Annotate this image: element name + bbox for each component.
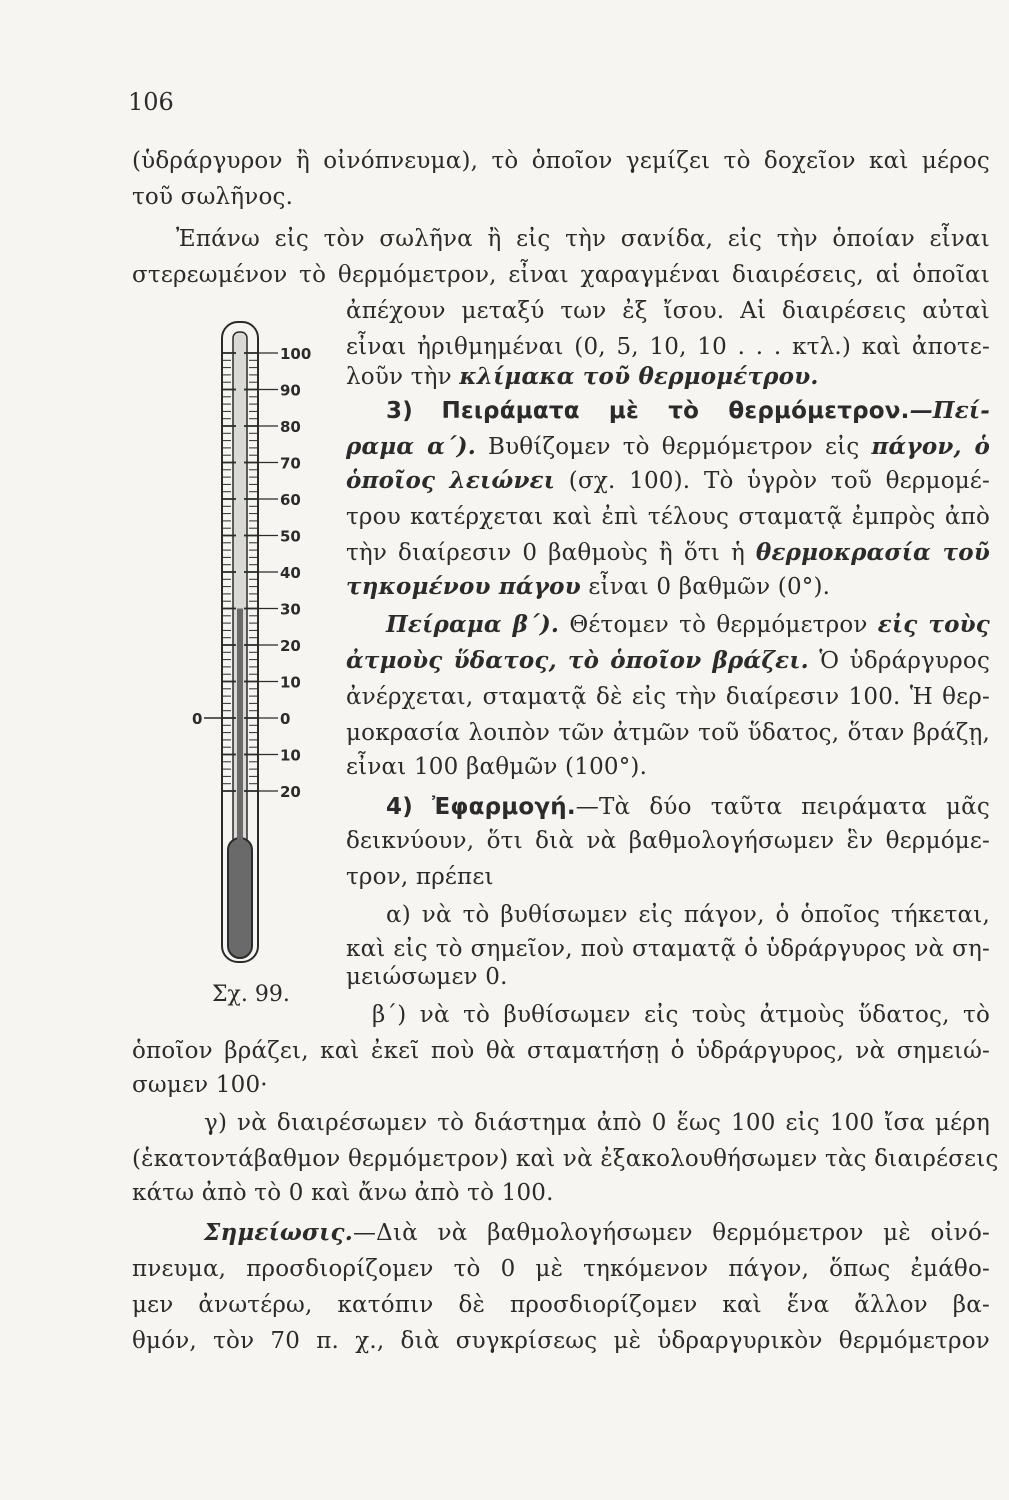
text-line: [346, 466, 990, 496]
text-line: θμόν, τὸν 70 π. χ., διὰ συγκρίσεως μὲ ὑδραργυρικὸν θερμόμετρον: [132, 1328, 990, 1354]
emphasis-text: —Πεί-: [909, 397, 990, 424]
emphasis-text: πάγον, ὁ: [871, 433, 991, 460]
scale-label: 0: [280, 710, 291, 728]
text-line: α) νὰ τὸ βυθίσωμεν εἰς πάγον, ὁ ὁποῖος τήκεται,: [386, 902, 990, 928]
scale-label: 60: [280, 491, 301, 509]
thermometer-illustration: [192, 318, 322, 998]
text-run: Ὁ ὑδράργυρος: [819, 648, 991, 674]
scale-label: 40: [280, 564, 301, 582]
text-line: μοκρασία λοιπὸν τῶν ἀτμῶν τοῦ ὕδατος, ὅταν βράζῃ,: [346, 720, 990, 746]
emphasis-text: ραμα α΄).: [346, 433, 476, 460]
text-line: [386, 610, 990, 640]
text-run: Βυθίζομεν τὸ θερμόμετρον εἰς: [488, 434, 860, 460]
text-line: [346, 432, 990, 462]
section-number: 4): [386, 794, 413, 820]
scale-label: 70: [280, 454, 301, 473]
text-line: [204, 1218, 990, 1248]
scale-label: 100: [280, 345, 312, 363]
text-line: β΄) νὰ τὸ βυθίσωμεν εἰς τοὺς ἀτμοὺς ὕδατος, τὸ: [372, 1002, 990, 1028]
text-line: [346, 538, 990, 568]
emphasis-text: τηκομένου πάγου: [346, 573, 581, 600]
scale-label: 10: [280, 746, 301, 765]
text-run: εἶναι 0 βαθμῶν (0°).: [588, 574, 831, 600]
text-line: τοῦ σωλῆνος.: [132, 184, 294, 210]
scale-label: 50: [280, 527, 301, 546]
mercury-column: [237, 609, 243, 859]
emphasis-text: κλίμακα τοῦ θερμομέτρου.: [459, 363, 819, 390]
text-line: [346, 646, 990, 676]
text-line: δεικνύουν, ὅτι διὰ νὰ βαθμολογήσωμεν ἓν θερμόμε-: [346, 828, 990, 854]
scale-label: 80: [280, 418, 301, 436]
emphasis-text: εἰς τοὺς: [877, 611, 990, 638]
emphasis-text: Σημείωσις.: [204, 1219, 353, 1246]
text-line: γ) νὰ διαιρέσωμεν τὸ διάστημα ἀπὸ 0 ἕως 100 εἰς 100 ἴσα μέρη: [204, 1110, 990, 1136]
text-line: μεν ἀνωτέρω, κατόπιν δὲ προσδιορίζομεν καὶ ἕνα ἄλλον βα-: [132, 1292, 990, 1318]
text-run: λοῦν τὴν: [346, 364, 452, 390]
page-number: 106: [128, 88, 174, 116]
text-line: μειώσωμεν 0.: [346, 964, 508, 990]
text-line: εἶναι ἠριθμημέναι (0, 5, 10, 10 . . . κτλ.) καὶ ἀποτε-: [346, 334, 990, 360]
section-heading: Ἐφαρμογή.: [432, 794, 576, 820]
scale-label: 90: [280, 381, 301, 400]
emphasis-text: Πείραμα β΄).: [386, 611, 560, 638]
section-heading: Πειράματα μὲ τὸ θερμόμετρον.: [441, 398, 910, 424]
text-run: τὴν διαίρεσιν 0 βαθμοὺς ἢ ὅτι ἡ: [346, 540, 745, 566]
text-run: —Διὰ νὰ βαθμολογήσωμεν θερμόμετρον μὲ οἰνό-: [352, 1220, 990, 1246]
emphasis-text: ὁποῖος λειώνει: [346, 467, 556, 494]
section-number: 3): [386, 398, 413, 424]
text-run: —Τὰ δύο ταῦτα πειράματα μᾶς: [575, 794, 990, 820]
emphasis-text: ἀτμοὺς ὕδατος, τὸ ὁποῖον βράζει.: [346, 647, 809, 674]
text-line: πνευμα, προσδιορίζομεν τὸ 0 μὲ τηκόμενον πάγον, ὅπως ἐμάθο-: [132, 1256, 990, 1282]
text-line: [346, 362, 990, 392]
text-line: καὶ εἰς τὸ σημεῖον, ποὺ σταματᾷ ὁ ὑδράργυρος νὰ ση-: [346, 936, 990, 962]
emphasis-text: θερμοκρασία τοῦ: [755, 539, 990, 566]
figure-caption: Σχ. 99.: [212, 982, 290, 1007]
text-line: τρου κατέρχεται καὶ ἐπὶ τέλους σταματᾷ ἐμπρὸς ἀπὸ: [346, 504, 990, 530]
text-line: (ἑκατοντάβαθμον θερμόμετρον) καὶ νὰ ἐξακολουθήσωμεν τὰς διαιρέσεις: [132, 1146, 999, 1172]
thermometer-body: [222, 322, 258, 962]
thermometer-figure: [192, 318, 322, 998]
text-line: (ὑδράργυρον ἢ οἰνόπνευμα), τὸ ὁποῖον γεμίζει τὸ δοχεῖον καὶ μέρος: [132, 148, 990, 174]
scale-label: 20: [280, 637, 301, 655]
scale-label: 30: [280, 600, 301, 619]
zero-marker-label: 0: [192, 710, 203, 728]
text-run: (σχ. 100). Τὸ ὑγρὸν τοῦ θερμομέ-: [568, 468, 990, 494]
text-run: Θέτομεν τὸ θερμόμετρον: [569, 612, 868, 638]
scale-label: 20: [280, 783, 301, 801]
scale-label: 10: [280, 673, 301, 692]
text-line: σωμεν 100·: [132, 1072, 268, 1098]
text-line: ἀνέρχεται, σταματᾷ δὲ εἰς τὴν διαίρεσιν 100. Ἡ θερ-: [346, 684, 990, 710]
text-line: ὁποῖον βράζει, καὶ ἐκεῖ ποὺ θὰ σταματήσῃ ὁ ὑδράργυρος, νὰ σημειώ-: [132, 1038, 990, 1064]
text-line: εἶναι 100 βαθμῶν (100°).: [346, 754, 648, 780]
text-line: κάτω ἀπὸ τὸ 0 καὶ ἄνω ἀπὸ τὸ 100.: [132, 1180, 554, 1206]
text-line: στερεωμένον τὸ θερμόμετρον, εἶναι χαραγμέναι διαιρέσεις, αἱ ὁποῖαι: [132, 262, 990, 288]
text-line: ἀπέχουν μεταξύ των ἐξ ἴσου. Αἱ διαιρέσεις αὐταὶ: [346, 298, 990, 324]
section-heading-line: [386, 396, 990, 426]
text-line: Ἐπάνω εἰς τὸν σωλῆνα ἢ εἰς τὴν σανίδα, εἰς τὴν ὁποίαν εἶναι: [176, 226, 990, 252]
text-line: [346, 572, 990, 602]
text-line: τρον, πρέπει: [346, 864, 494, 890]
section-heading-line: [386, 792, 990, 822]
